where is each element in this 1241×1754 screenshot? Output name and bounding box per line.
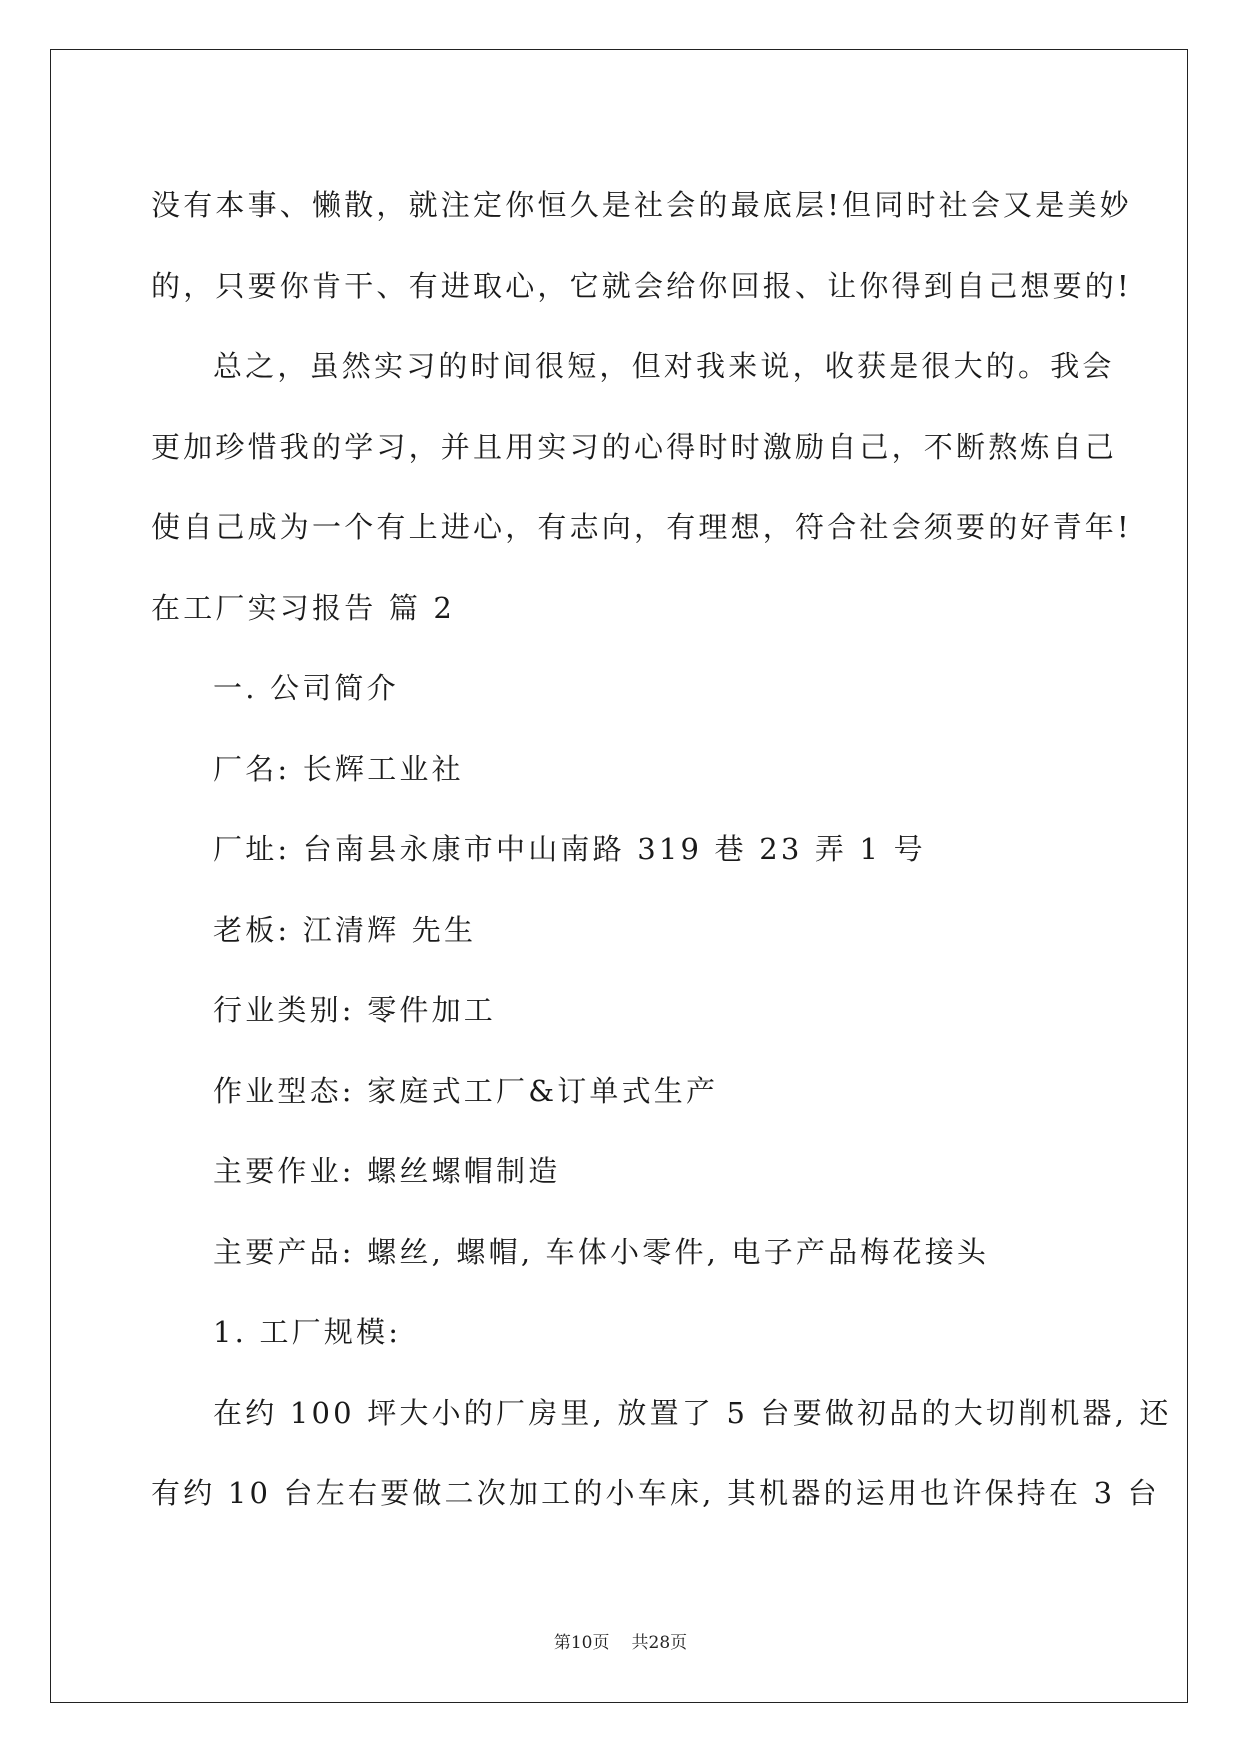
paragraph-line: 使自己成为一个有上进心，有志向，有理想，符合社会须要的好青年! [151, 510, 1132, 544]
info-line-owner: 老板: 江清辉 先生 [213, 912, 477, 947]
paragraph-line: 的，只要你肯干、有进取心，它就会给你回报、让你得到自己想要的! [151, 268, 1132, 303]
info-line-factory-name: 厂名: 长辉工业社 [213, 751, 464, 786]
paragraph-line: 总之，虽然实习的时间很短，但对我来说，收获是很大的。我会 [213, 349, 1115, 383]
info-line-main-products: 主要产品: 螺丝, 螺帽, 车体小零件, 电子产品梅花接头 [213, 1234, 990, 1269]
page-number: 第10页 [553, 1633, 610, 1653]
document-body [151, 165, 1172, 1534]
page-total: 共28页 [631, 1633, 688, 1653]
paragraph-line: 更加珍惜我的学习，并且用实习的心得时时激励自己，不断熬炼自己 [151, 429, 1118, 464]
section-heading: 在工厂实习报告 篇 2 [151, 590, 456, 625]
paragraph-line: 在约 100 坪大小的厂房里, 放置了 5 台要做初品的大切削机器, 还 [213, 1395, 1172, 1430]
paragraph-line: 有约 10 台左右要做二次加工的小车床, 其机器的运用也许保持在 3 台 [151, 1476, 1160, 1510]
subsection-heading: 一. 公司简介 [213, 671, 399, 705]
info-line-operation-type: 作业型态: 家庭式工厂&订单式生产 [213, 1073, 719, 1108]
subsection-heading: 1. 工厂规模: [213, 1315, 402, 1349]
info-line-industry: 行业类别: 零件加工 [213, 993, 496, 1027]
page-footer [0, 1628, 1241, 1653]
info-line-factory-address: 厂址: 台南县永康市中山南路 319 巷 23 弄 1 号 [213, 832, 926, 866]
info-line-main-work: 主要作业: 螺丝螺帽制造 [213, 1154, 561, 1188]
paragraph-line: 没有本事、懒散，就注定你恒久是社会的最底层!但同时社会又是美妙 [151, 188, 1132, 222]
